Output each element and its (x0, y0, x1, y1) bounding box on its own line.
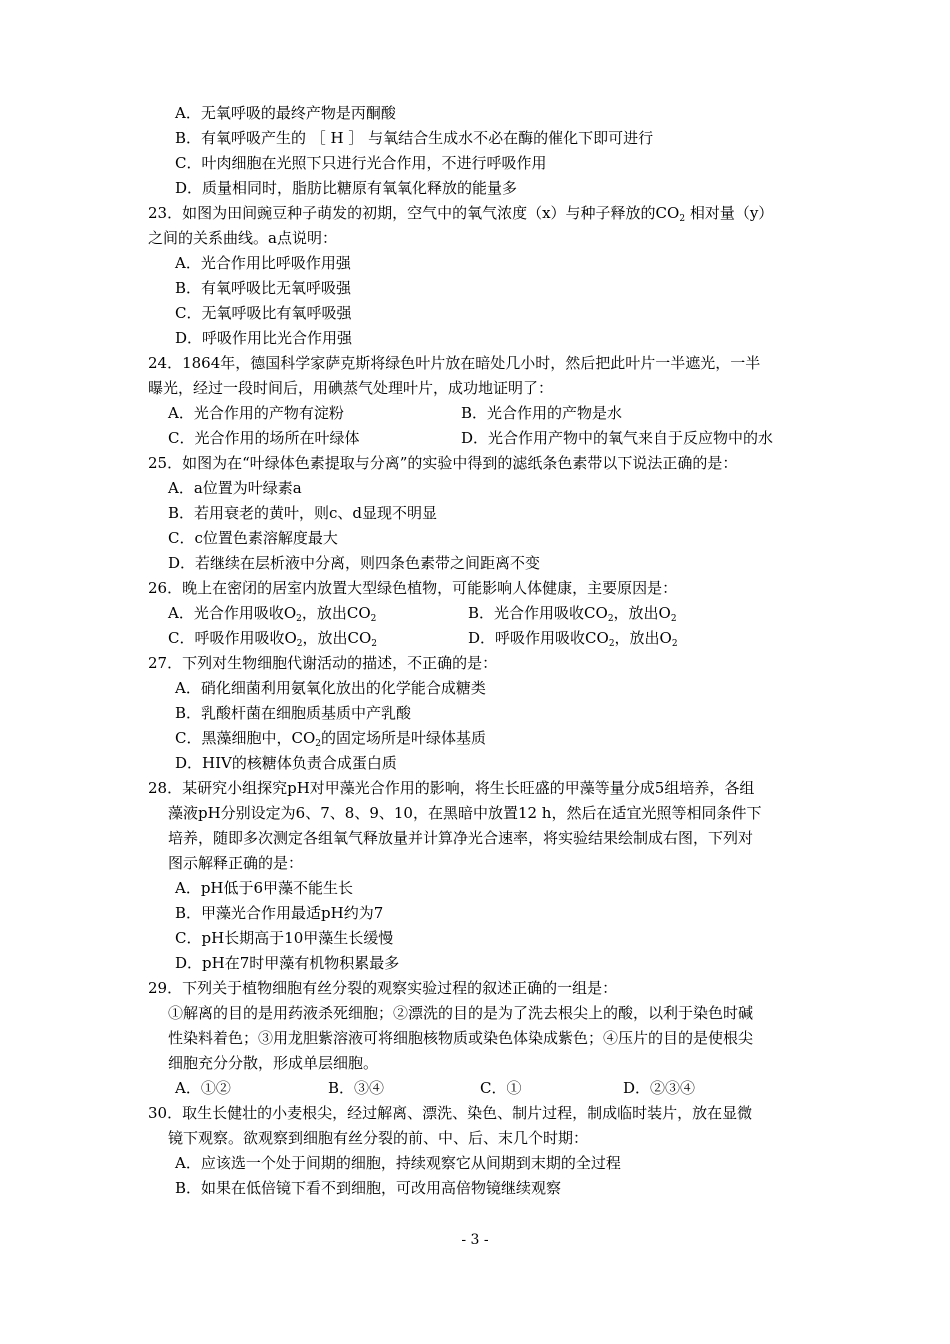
q27-option-a: A．硝化细菌利用氨氧化放出的化学能合成糖类 (175, 679, 486, 697)
q23-stem: 23．如图为田间豌豆种子萌发的初期，空气中的氧气浓度（x）与种子释放的$CO_2$ 相对量（y） (148, 204, 774, 224)
q27-option-b: B．乳酸杆菌在细胞质基质中产乳酸 (175, 704, 412, 722)
q28-stem-cont-1: 藻液pH分别设定为6、7、8、9、10，在黑暗中放置12 h，然后在适宜光照等相同条件下 (168, 804, 762, 822)
q29-option-a: A．①② (175, 1079, 231, 1097)
q30-option-a: A．应该选一个处于间期的细胞，持续观察它从间期到末期的全过程 (175, 1154, 621, 1172)
q29-option-d: D．②③④ (623, 1079, 696, 1097)
q26-options-ab (168, 603, 818, 623)
q22-option-a: A．无氧呼吸的最终产物是丙酮酸 (175, 104, 396, 122)
q30-stem: 30．取生长健壮的小麦根尖，经过解离、漂洗、染色、制片过程，制成临时装片，放在显微 (148, 1104, 753, 1122)
q24-stem-cont: 曝光，经过一段时间后，用碘蒸气处理叶片，成功地证明了： (148, 379, 554, 397)
q29-stem: 29．下列关于植物细胞有丝分裂的观察实验过程的叙述正确的一组是： (148, 979, 618, 997)
q27-option-d: D．HIV的核糖体负责合成蛋白质 (175, 754, 397, 772)
q26-option-b: B．光合作用吸收$CO_2$，放出$O_2$ (468, 604, 677, 624)
q28-option-c: C．pH长期高于10甲藻生长缓慢 (175, 929, 394, 947)
q28-stem-cont-2: 培养，随即多次测定各组氧气释放量并计算净光合速率，将实验结果绘制成右图，下列对 (168, 829, 754, 847)
q24-option-a: A．光合作用的产物有淀粉 (168, 404, 344, 422)
q30-option-b: B．如果在低倍镜下看不到细胞，可改用高倍物镜继续观察 (175, 1179, 562, 1197)
q28-stem-cont-3: 图示解释正确的是： (168, 854, 304, 872)
q30-stem-cont: 镜下观察。欲观察到细胞有丝分裂的前、中、后、末几个时期： (168, 1129, 589, 1147)
q24-option-d: D．光合作用产物中的氧气来自于反应物中的水 (461, 429, 774, 447)
q25-option-d: D．若继续在层析液中分离，则四条色素带之间距离不变 (168, 554, 541, 572)
q28-option-d: D．pH在7时甲藻有机物积累最多 (175, 954, 400, 972)
q26-option-d: D．呼吸作用吸收$CO_2$，放出$O_2$ (468, 629, 678, 649)
q29-option-b: B．③④ (328, 1079, 385, 1097)
q23-option-a: A．光合作用比呼吸作用强 (175, 254, 351, 272)
q24-options-ab (168, 403, 818, 423)
q23-option-b: B．有氧呼吸比无氧呼吸强 (175, 279, 352, 297)
q22-option-d: D．质量相同时，脂肪比糖原有氧氧化释放的能量多 (175, 179, 518, 197)
q24-option-b: B．光合作用的产物是水 (461, 404, 623, 422)
q22-option-b: B．有氧呼吸产生的 ［ H ］ 与氧结合生成水不必在酶的催化下即可进行 (175, 129, 654, 147)
page-number: - 3 - (461, 1232, 489, 1248)
q25-option-c: C．c位置色素溶解度最大 (168, 529, 338, 547)
q29-stem-cont-3: 细胞充分分散，形成单层细胞。 (168, 1054, 379, 1072)
q25-option-b: B．若用衰老的黄叶，则c、d显现不明显 (168, 504, 438, 522)
q28-stem: 28．某研究小组探究pH对甲藻光合作用的影响，将生长旺盛的甲藻等量分成5组培养，各组 (148, 779, 755, 797)
q26-option-c: C．呼吸作用吸收$O_2$，放出$CO_2$ (168, 629, 378, 649)
q27-stem: 27．下列对生物细胞代谢活动的描述，不正确的是： (148, 654, 498, 672)
q25-stem: 25．如图为在“叶绿体色素提取与分离”的实验中得到的滤纸条色素带以下说法正确的是： (148, 454, 738, 472)
q25-option-a: A．a位置为叶绿素a (168, 479, 302, 497)
q29-stem-cont-1: ①解离的目的是用药液杀死细胞；②漂洗的目的是为了洗去根尖上的酸，以利于染色时碱 (168, 1004, 754, 1022)
q24-options-cd (168, 428, 818, 448)
q24-stem: 24．1864年，德国科学家萨克斯将绿色叶片放在暗处几小时，然后把此叶片一半遮光，一半 (148, 354, 761, 372)
q23-option-d: D．呼吸作用比光合作用强 (175, 329, 353, 347)
q27-option-c: C．黑藻细胞中，$CO_2$的固定场所是叶绿体基质 (175, 729, 487, 749)
q24-option-c: C．光合作用的场所在叶绿体 (168, 429, 360, 447)
q28-option-a: A．pH低于6甲藻不能生长 (175, 879, 354, 897)
q29-stem-cont-2: 性染料着色；③用龙胆紫溶液可将细胞核物质或染色体染成紫色；④压片的目的是使根尖 (168, 1029, 754, 1047)
q28-option-b: B．甲藻光合作用最适pH约为7 (175, 904, 384, 922)
q26-option-a: A．光合作用吸收$O_2$，放出$CO_2$ (168, 604, 377, 624)
q23-stem-cont: 之间的关系曲线。a点说明： (148, 229, 337, 247)
q26-stem: 26．晚上在密闭的居室内放置大型绿色植物，可能影响人体健康，主要原因是： (148, 579, 678, 597)
q22-option-c: C．叶肉细胞在光照下只进行光合作用，不进行呼吸作用 (175, 154, 547, 172)
q29-option-c: C．① (480, 1079, 522, 1097)
q23-option-c: C．无氧呼吸比有氧呼吸强 (175, 304, 352, 322)
q26-options-cd (168, 628, 818, 648)
